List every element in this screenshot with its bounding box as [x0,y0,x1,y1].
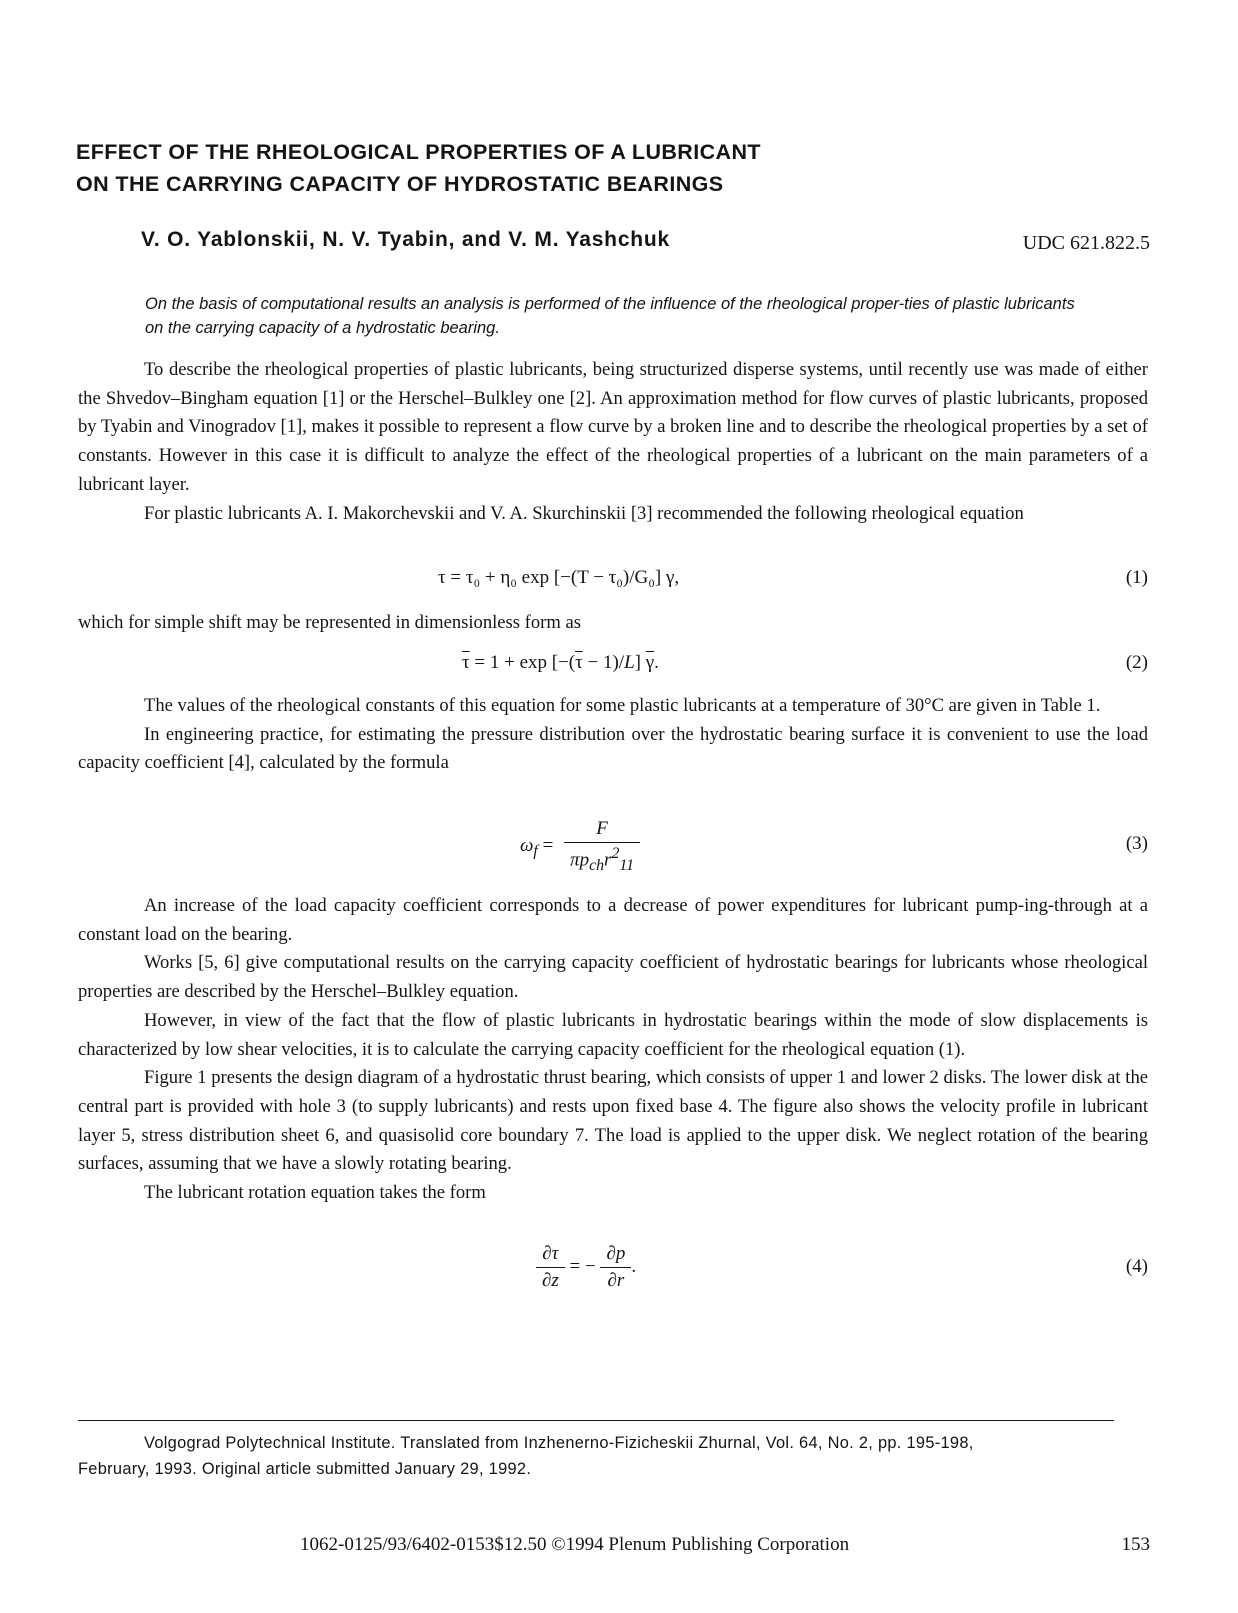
paper-title [76,136,761,200]
body-block-4 [78,892,1148,1208]
equation-1: τ = τ₀ + η₀ exp [−(T − τ₀)/G₀] γ, [438,567,680,588]
footnote-line-2: February, 1993. Original article submitted January 29, 1992. [78,1460,532,1478]
footnote-line-1: Volgograd Polytechnical Institute. Translated from Inzhenerno-Fizicheskii Zhurnal, Vol. 64, No. 2, pp. 195-198, [144,1434,974,1452]
paragraph-1: To describe the rheological properties of plastic lubricants, being structurized disperse systems, until recently use was made of either the Shvedov–Bingham equation [1] or the Herschel–Bulkley one [2]. An approximation method for flow curves of plastic lubricants, proposed by Tyabin and Vinogradov [1], makes it possible to represent a flow curve by a broken line and to describe the rheological properties by a set of constants. However in this case it is difficult to analyze the effect of the rheological properties of a lubricant on the main parameters of a lubricant layer. [78,359,1148,495]
author-list: V. O. Yablonskii, N. V. Tyabin, and V. M. Yashchuk [141,228,671,251]
body-block-2 [78,609,1148,638]
paragraph-10: The lubricant rotation equation takes the form [144,1182,486,1204]
udc-code: UDC 621.822.5 [1022,232,1150,254]
equation-3: $\omega_f$ = $\frac{F}{\pi p_{ch}r^2_{11}}$ [520,818,640,875]
equation-1-number: (1) [1125,567,1148,588]
equation-4: $\frac{\partial\tau}{\partial z}$ = − $\frac{\partial p}{\partial r}$ . [536,1243,636,1292]
equation-3-number: (3) [1125,833,1148,854]
footnote [78,1430,1118,1482]
equation-2: $\overline{\tau} = 1 + \exp [-(\overline{\tau} - 1)/L]$ $\overline{\gamma}$. [462,652,659,673]
paragraph-5: In engineering practice, for estimating the pressure distribution over the hydrostatic bearing surface it is convenient to use the load capacity coefficient [4], calculated by the formula [78,723,1148,774]
copyright-line: 1062-0125/93/6402-0153$12.50 ©1994 Plenum Publishing Corporation [300,1534,850,1555]
body-block-3 [78,692,1148,778]
omega-symbol: ω [520,834,534,856]
paragraph-6: An increase of the load capacity coefficient corresponds to a decrease of power expenditures for lubricant pump-ing-through at a constant load on the bearing. [78,895,1148,945]
body-block-1 [78,356,1148,528]
abstract: On the basis of computational results an analysis is performed of the influence of the rheological proper-ties of plastic lubricants on the carrying capacity of a hydrostatic bearing. [145,295,1075,337]
paragraph-7: Works [5, 6] give computational results on the carrying capacity coefficient of hydrostatic bearings for lubricants whose rheological properties are described by the Herschel–Bulkley equation. [78,952,1148,1003]
paragraph-2: For plastic lubricants A. I. Makorchevskii and V. A. Skurchinskii [3] recommended the following rheological equation [144,502,1024,524]
paragraph-3: which for simple shift may be represented in dimensionless form as [78,612,581,633]
paragraph-8: However, in view of the fact that the flow of plastic lubricants in hydrostatic bearings within the mode of slow displacements is characterized by low shear velocities, it is to calculate the carrying capacity coefficient for the rheological equation (1). [78,1009,1148,1060]
title-line-2: ON THE CARRYING CAPACITY OF HYDROSTATIC BEARINGS [76,172,724,196]
footnote-divider [78,1420,1114,1421]
title-line-1: EFFECT OF THE RHEOLOGICAL PROPERTIES OF A LUBRICANT [76,140,761,164]
paragraph-9: Figure 1 presents the design diagram of a hydrostatic thrust bearing, which consists of upper 1 and lower 2 disks. The lower disk at the central part is provided with hole 3 (to supply lubricants) and rests upon fixed base 4. The figure also shows the velocity profile in lubricant layer 5, stress distribution sheet 6, and quasisolid core boundary 7. The load is applied to the upper disk. We neglect rotation of the bearing surfaces, assuming that we have a slowly rotating bearing. [78,1067,1148,1175]
page-number: 153 [1121,1534,1150,1555]
equation-2-number: (2) [1125,652,1148,673]
equation-4-number: (4) [1125,1256,1148,1277]
paragraph-4: The values of the rheological constants of this equation for some plastic lubricants at a temperature of 30°C are given in Table 1. [144,695,1101,716]
